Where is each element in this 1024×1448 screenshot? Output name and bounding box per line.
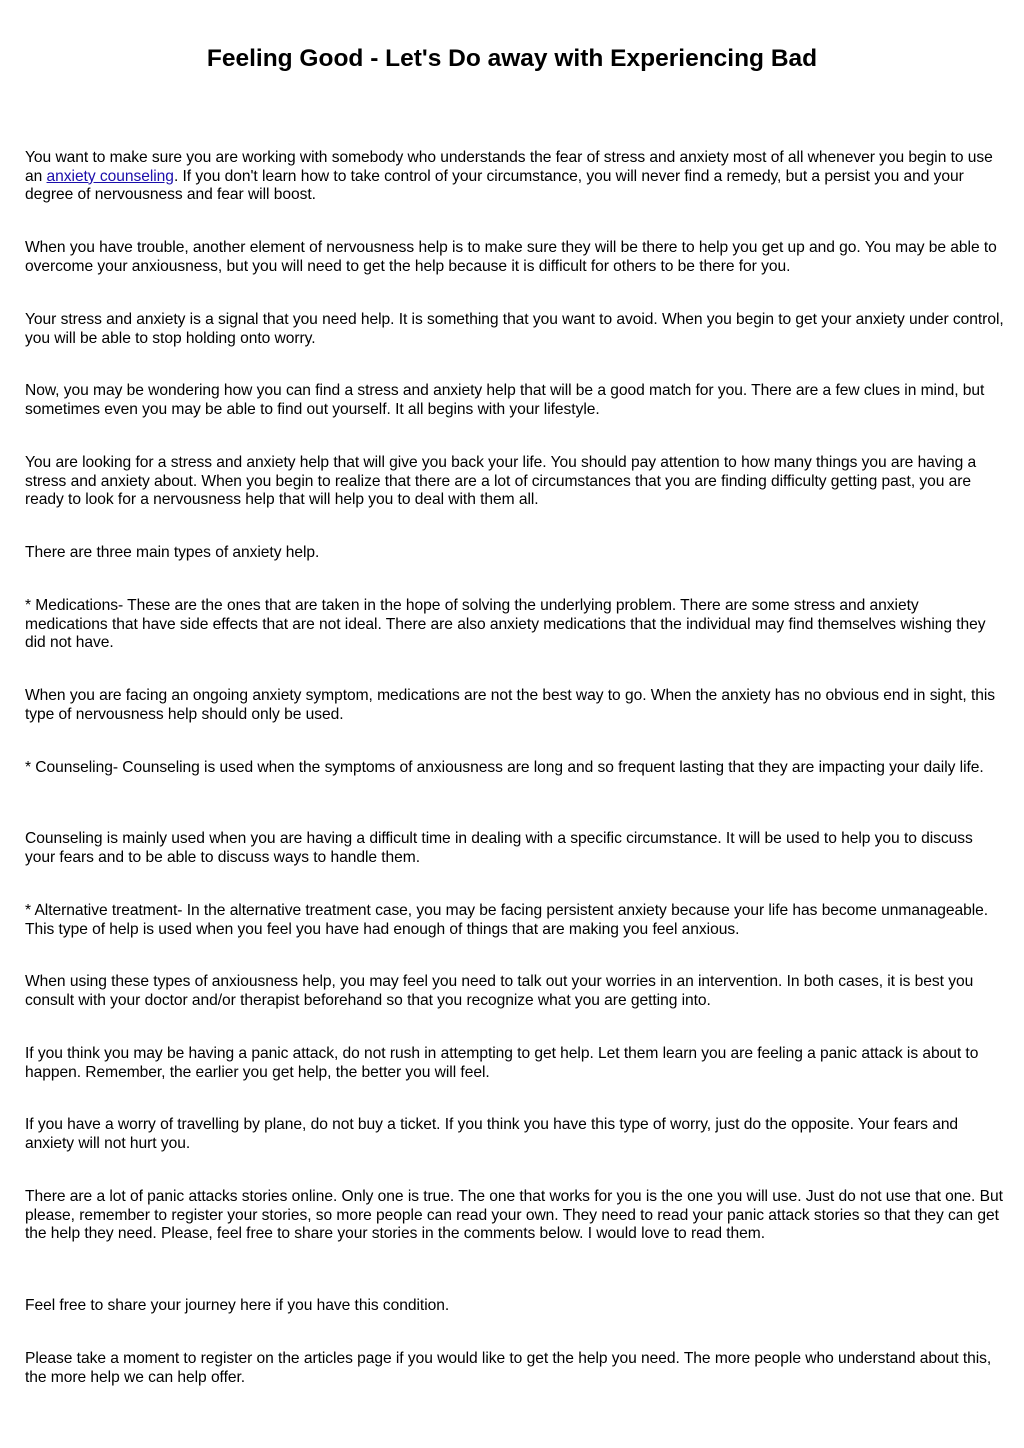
paragraph-4: Now, you may be wondering how you can find a stress and anxiety help that will be a good match for you. There are a few clues in mind, but sometimes even you may be able to find out yourself. It all begins with your lifestyle. (25, 382, 985, 418)
anxiety-counseling-link[interactable]: anxiety counseling (46, 167, 174, 185)
paragraph-1 (25, 149, 1005, 205)
paragraph-6: There are three main types of anxiety help. (25, 544, 320, 561)
paragraph-12: When using these types of anxiousness help, you may feel you need to talk out your worries in an intervention. In both cases, it is best you consult with your doctor and/or therapist beforehand so that you recognize what you are getting into. (25, 973, 974, 1009)
paragraph-10: Counseling is mainly used when you are having a difficult time in dealing with a specific circumstance. It will be used to help you to discuss your fears and to be able to discuss ways to handle them. (25, 830, 973, 866)
paragraph-11: * Alternative treatment- In the alternative treatment case, you may be facing persistent anxiety because your life has become unmanageable. This type of help is used when you feel you have had enough of things that are making you feel anxious. (25, 902, 989, 938)
paragraph-1-text-before: You want to make sure you are working with somebody who understands the fear of stress and anxiety most of all whenever you begin to use an (25, 149, 993, 185)
paragraph-13: If you think you may be having a panic attack, do not rush in attempting to get help. Let them learn you are feeling a panic attack is about to happen. Remember, the earlier you get help, the better you will feel. (25, 1045, 979, 1081)
paragraph-2: When you have trouble, another element of nervousness help is to make sure they will be there to help you get up and go. You may be able to overcome your anxiousness, but you will need to get the help because it is difficult for others to be there for you. (25, 239, 997, 275)
paragraph-3: Your stress and anxiety is a signal that you need help. It is something that you want to avoid. When you begin to get your anxiety under control, you will be able to stop holding onto worry. (25, 311, 1004, 347)
paragraph-1-text-after: . If you don't learn how to take control of your circumstance, you will never find a remedy, but a persist you and your degree of nervousness and fear will boost. (25, 167, 964, 204)
paragraph-15: There are a lot of panic attacks stories online. Only one is true. The one that works for you is the one you will use. Just do not use that one. But please, remember to register your stories, so more people can read your own. They need to read your panic attack stories so that they can get the help they need. Please, feel free to share your stories in the comments below. I would love to read them. (25, 1188, 1003, 1243)
paragraph-16: Feel free to share your journey here if you have this condition. (25, 1297, 450, 1314)
paragraph-8: When you are facing an ongoing anxiety symptom, medications are not the best way to go. When the anxiety has no obvious end in sight, this type of nervousness help should only be used. (25, 687, 996, 723)
paragraph-5: You are looking for a stress and anxiety help that will give you back your life. You should pay attention to how many things you are having a stress and anxiety about. When you begin to realize that there are a lot of circumstances that you are finding difficulty getting past, you are ready to look for a nervousness help that will help you to deal with them all. (25, 454, 977, 509)
page-title: Feeling Good - Let's Do away with Experiencing Bad (206, 45, 818, 72)
paragraph-17: Please take a moment to register on the articles page if you would like to get the help you need. The more people who understand about this, the more help we can help offer. (25, 1350, 992, 1386)
paragraph-14: If you have a worry of travelling by plane, do not buy a ticket. If you think you have this type of worry, just do the opposite. Your fears and anxiety will not hurt you. (25, 1116, 959, 1152)
paragraph-9: * Counseling- Counseling is used when the symptoms of anxiousness are long and so frequent lasting that they are impacting your daily life. (25, 759, 984, 776)
paragraph-7: * Medications- These are the ones that are taken in the hope of solving the underlying problem. There are some stress and anxiety medications that have side effects that are not ideal. There are also anxiety medications that the individual may find themselves wishing they did not have. (25, 597, 986, 652)
